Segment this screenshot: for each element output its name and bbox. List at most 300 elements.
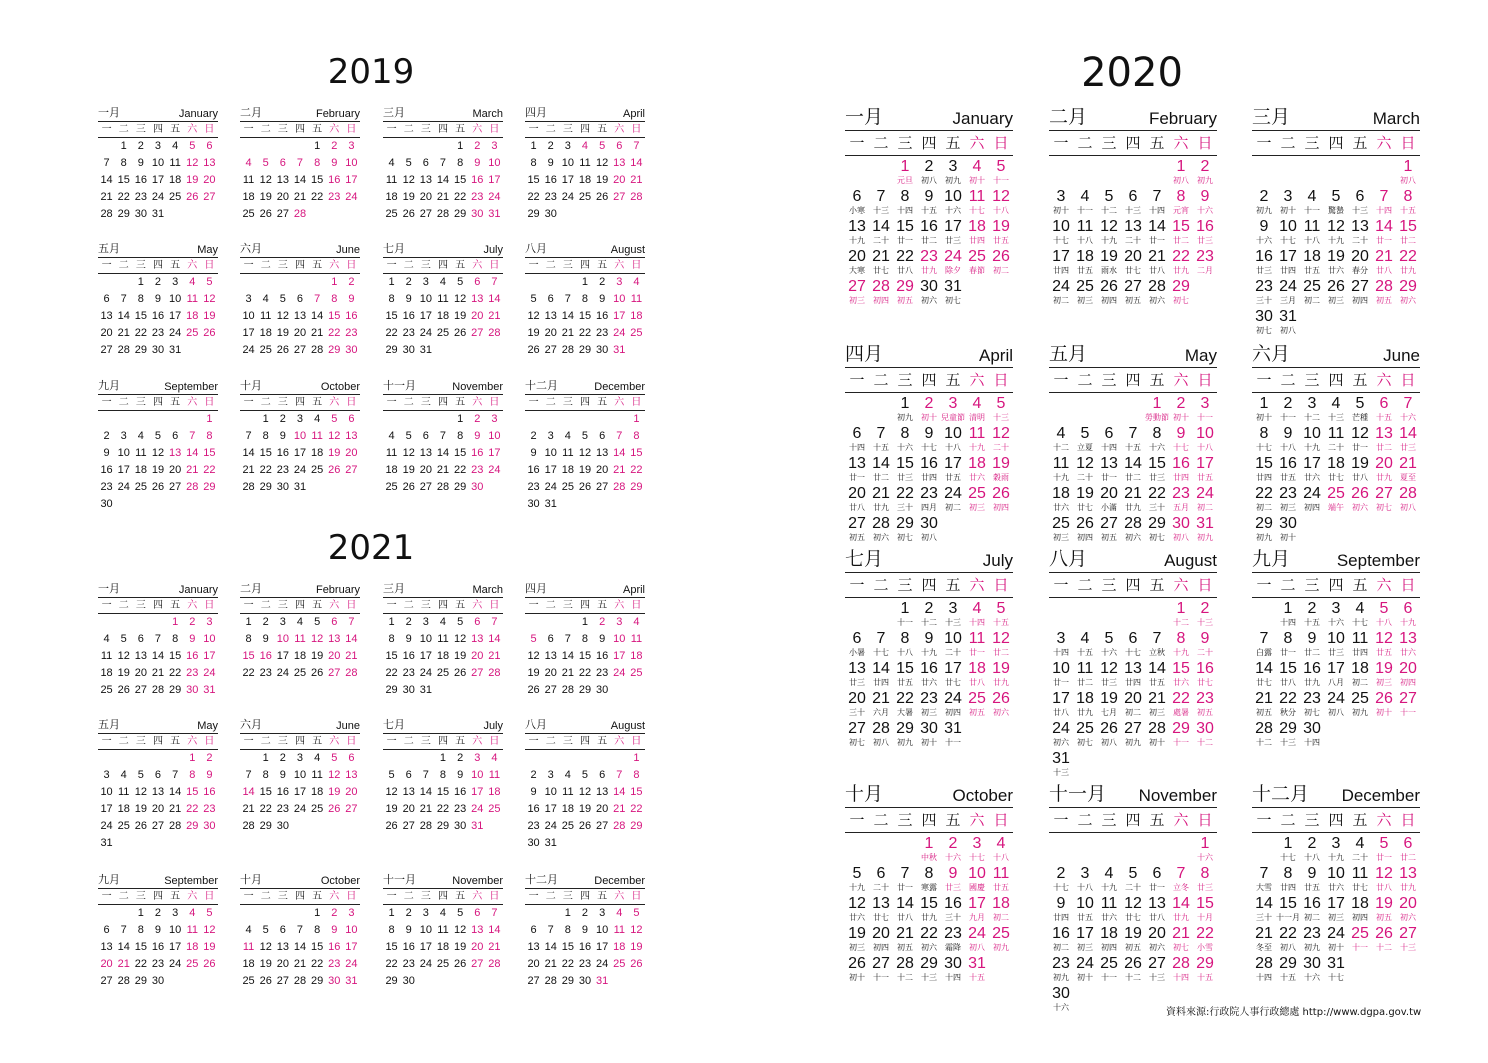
- lunar-label: 廿五: [1304, 883, 1320, 892]
- lunar-label: 初六: [873, 533, 889, 542]
- lunar-label: 初六: [1400, 913, 1416, 922]
- day-cell: 8: [581, 633, 589, 645]
- day-cell: 5: [599, 140, 606, 152]
- day-cell: 11: [613, 924, 625, 936]
- day-number: 7: [876, 630, 886, 647]
- day-cell: [1300, 835, 1324, 865]
- weekday-label: 一: [849, 576, 865, 594]
- day-cell: 7: [564, 633, 571, 645]
- month-header: [845, 545, 1013, 573]
- day-cell: 30: [328, 975, 341, 987]
- day-cell: 10: [561, 157, 574, 169]
- day-cell: 23: [100, 481, 113, 493]
- day-cell: 20: [613, 174, 626, 186]
- day-cell: 3: [348, 907, 355, 919]
- weekday-label: 一: [528, 891, 539, 902]
- day-cell: 13: [276, 174, 289, 186]
- day-grid: [1252, 395, 1420, 545]
- day-cell: 10: [345, 157, 358, 169]
- day-cell: 15: [385, 310, 398, 322]
- day-cell: 21: [293, 191, 307, 203]
- lunar-label: 十九: [1101, 236, 1117, 245]
- day-number: 26: [1327, 278, 1345, 295]
- day-cell: 2: [206, 752, 213, 764]
- weekday-label: 二: [873, 576, 889, 594]
- day-cell: [1348, 218, 1372, 248]
- day-cell: 24: [613, 327, 626, 339]
- day-cell: 31: [419, 684, 432, 696]
- weekday-label: 四: [437, 891, 448, 902]
- day-cell: 14: [630, 157, 643, 169]
- day-cell: [1121, 455, 1145, 485]
- day-number: 14: [1255, 895, 1273, 912]
- day-cell: 20: [345, 786, 358, 798]
- lunar-label: 十二: [1304, 413, 1320, 422]
- day-cell: 14: [242, 786, 255, 798]
- weekday-label: 五: [1149, 371, 1165, 389]
- day-cell: 21: [117, 958, 130, 970]
- lunar-label: 廿一: [1053, 678, 1069, 687]
- day-cell: 19: [402, 191, 415, 203]
- day-grid: [1252, 158, 1420, 338]
- day-cell: 5: [388, 769, 395, 781]
- day-cell: 17: [544, 803, 557, 815]
- day-cell: 9: [530, 447, 537, 459]
- weekday-label: 二: [545, 260, 556, 271]
- day-cell: 12: [454, 633, 467, 645]
- weekday-label: 一: [243, 124, 254, 135]
- month-name-zh: 八月: [525, 242, 547, 255]
- day-number: 10: [1327, 630, 1345, 647]
- day-cell: [1276, 955, 1300, 985]
- weekday-label: 四: [921, 371, 937, 389]
- day-cell: 27: [134, 684, 147, 696]
- lunar-label: 元旦: [897, 176, 913, 185]
- day-cell: 7: [103, 157, 110, 169]
- day-cell: [1276, 188, 1300, 218]
- day-cell: 26: [203, 327, 216, 339]
- day-cell: 17: [544, 464, 557, 476]
- day-number: 20: [848, 485, 866, 502]
- weekday-label: 五: [945, 371, 961, 389]
- day-number: 18: [1327, 455, 1345, 472]
- weekday-label: 四: [579, 260, 590, 271]
- weekday-label: 一: [528, 124, 539, 135]
- day-cell: [845, 425, 869, 455]
- weekday-label: 二: [118, 397, 129, 408]
- day-cell: 29: [436, 820, 450, 832]
- day-cell: [1193, 690, 1217, 720]
- day-number: 4: [1104, 865, 1114, 882]
- day-number: 15: [896, 660, 914, 677]
- weekday-label: 日: [631, 891, 642, 902]
- day-cell: 13: [419, 447, 432, 459]
- day-cell: 4: [439, 276, 447, 288]
- day-cell: [1097, 485, 1121, 515]
- lunar-label: 初四: [1304, 503, 1320, 512]
- day-cell: 11: [186, 293, 198, 305]
- lunar-label: 二十: [945, 648, 961, 657]
- lunar-label: 十六: [945, 853, 961, 862]
- day-cell: 17: [419, 941, 432, 953]
- lunar-label: 廿九: [993, 678, 1009, 687]
- day-cell: 23: [402, 958, 415, 970]
- weekday-label: 日: [993, 811, 1009, 829]
- lunar-label: 三十: [897, 503, 913, 512]
- day-cell: 9: [547, 157, 554, 169]
- day-cell: 27: [328, 667, 341, 679]
- weekday-label: 六: [1173, 134, 1189, 152]
- day-cell: [1193, 188, 1217, 218]
- weekday-label: 五: [312, 891, 323, 902]
- day-cell: 10: [345, 924, 358, 936]
- day-cell: 29: [578, 684, 592, 696]
- lunar-label: 初八: [921, 533, 937, 542]
- month-name-en: May: [197, 720, 218, 732]
- lunar-label: 廿二: [1173, 236, 1189, 245]
- day-cell: [1276, 690, 1300, 720]
- day-number: 15: [920, 895, 938, 912]
- day-number: 8: [924, 865, 934, 882]
- weekday-label: 日: [204, 600, 215, 611]
- day-cell: 7: [491, 276, 498, 288]
- day-number: 29: [1279, 720, 1297, 737]
- lunar-label: 廿六: [1400, 648, 1416, 657]
- lunar-label: 廿三: [1149, 473, 1165, 482]
- day-cell: 20: [151, 803, 165, 815]
- day-cell: 26: [578, 820, 592, 832]
- month-name-en: March: [1372, 109, 1420, 128]
- day-cell: 3: [103, 769, 110, 781]
- month-name-zh: 六月: [240, 718, 262, 731]
- lunar-label: 十五: [1376, 413, 1392, 422]
- month-header: [383, 104, 503, 122]
- day-number: 29: [1196, 955, 1214, 972]
- day-cell: 6: [599, 769, 606, 781]
- day-cell: 9: [279, 430, 286, 442]
- day-cell: 22: [385, 667, 398, 679]
- day-number: 7: [1379, 188, 1389, 205]
- day-cell: 10: [488, 157, 501, 169]
- day-number: 7: [1152, 188, 1162, 205]
- day-cell: [1300, 955, 1324, 985]
- lunar-label: 初七: [945, 296, 961, 305]
- day-cell: 22: [561, 958, 574, 970]
- day-cell: [1121, 188, 1145, 218]
- weekday-label: 六: [187, 600, 198, 611]
- month-header: [240, 240, 360, 258]
- day-number: 2: [1056, 865, 1066, 882]
- weekday-row: [1049, 368, 1217, 393]
- lunar-label: 初四: [1101, 296, 1117, 305]
- day-cell: 14: [117, 941, 130, 953]
- lunar-label: 初五: [897, 943, 913, 952]
- day-number: 12: [1100, 660, 1118, 677]
- day-cell: 23: [454, 803, 467, 815]
- day-number: 28: [1124, 515, 1142, 532]
- month-name-zh: 十月: [240, 873, 262, 886]
- weekday-label: 二: [1077, 811, 1093, 829]
- day-number: 31: [1279, 308, 1297, 325]
- lunar-label: 十七: [873, 648, 889, 657]
- day-cell: 14: [345, 633, 358, 645]
- day-cell: [1252, 955, 1276, 985]
- day-cell: [869, 630, 893, 660]
- lunar-label: 初八: [873, 738, 889, 747]
- day-number: 3: [1080, 865, 1090, 882]
- day-cell: 8: [172, 633, 179, 645]
- day-number: 10: [944, 425, 962, 442]
- day-number: 12: [992, 188, 1010, 205]
- day-cell: 6: [422, 157, 429, 169]
- day-cell: [1169, 720, 1193, 750]
- day-number: 9: [1200, 188, 1210, 205]
- weekday-label: 日: [346, 260, 357, 271]
- day-cell: 9: [348, 293, 355, 305]
- day-cell: 13: [345, 430, 358, 442]
- day-cell: 16: [527, 803, 540, 815]
- day-number: 17: [1327, 895, 1345, 912]
- day-cell: 3: [206, 616, 213, 628]
- day-number: 13: [848, 660, 866, 677]
- month-header: [240, 716, 360, 734]
- day-cell: 22: [186, 803, 199, 815]
- day-cell: 12: [134, 786, 147, 798]
- day-number: 19: [848, 925, 866, 942]
- day-cell: 18: [169, 174, 182, 186]
- weekday-label: 二: [545, 600, 556, 611]
- lunar-label: 廿八: [1149, 266, 1165, 275]
- day-cell: [1396, 455, 1420, 485]
- day-cell: 6: [599, 430, 606, 442]
- day-cell: 17: [151, 174, 165, 186]
- day-cell: 18: [242, 958, 255, 970]
- lunar-label: 十八: [993, 853, 1009, 862]
- day-cell: [1121, 895, 1145, 925]
- day-cell: 6: [405, 769, 412, 781]
- day-cell: [1049, 955, 1073, 985]
- day-cell: [1073, 248, 1097, 278]
- day-cell: 14: [311, 310, 324, 322]
- day-cell: 12: [527, 650, 540, 662]
- day-cell: [1193, 218, 1217, 248]
- day-cell: [1348, 188, 1372, 218]
- day-cell: 19: [527, 327, 540, 339]
- lunar-label: 十六: [1256, 236, 1272, 245]
- weekday-label: 二: [260, 891, 271, 902]
- day-cell: 12: [311, 633, 324, 645]
- lunar-label: 廿六: [969, 473, 985, 482]
- day-cell: 10: [419, 924, 432, 936]
- lunar-label: 十四: [1101, 443, 1117, 452]
- day-number: 8: [1200, 865, 1210, 882]
- lunar-label: 二十: [1077, 473, 1093, 482]
- day-cell: [1193, 660, 1217, 690]
- day-cell: 31: [169, 344, 182, 356]
- day-grid: [98, 905, 218, 990]
- weekday-label: 三: [562, 736, 573, 747]
- day-cell: 18: [259, 327, 272, 339]
- day-cell: [869, 218, 893, 248]
- lunar-label: 勞動節: [1145, 413, 1169, 422]
- day-cell: 16: [345, 310, 358, 322]
- day-cell: 5: [279, 293, 286, 305]
- weekday-label: 三: [1101, 371, 1117, 389]
- day-cell: 19: [454, 650, 467, 662]
- day-cell: 3: [296, 413, 304, 425]
- lunar-label: 十九: [1304, 443, 1320, 452]
- day-cell: 4: [439, 907, 447, 919]
- day-cell: 8: [388, 633, 395, 645]
- weekday-label: 四: [437, 260, 448, 271]
- day-cell: 17: [100, 803, 113, 815]
- day-number: 30: [1303, 955, 1321, 972]
- lunar-label: 廿二: [1077, 678, 1093, 687]
- day-cell: 22: [259, 464, 272, 476]
- day-cell: 9: [581, 924, 589, 936]
- day-number: 18: [1100, 925, 1118, 942]
- month-calendar: [525, 240, 645, 359]
- month-name-en: January: [178, 584, 218, 596]
- lunar-label: 廿七: [1077, 503, 1093, 512]
- day-cell: 4: [633, 616, 640, 628]
- lunar-label: 初三: [1077, 296, 1093, 305]
- weekday-label: 六: [614, 397, 625, 408]
- day-cell: 26: [454, 327, 467, 339]
- day-cell: 25: [169, 191, 182, 203]
- day-cell: 1: [120, 140, 127, 152]
- day-cell: 1: [564, 907, 571, 919]
- month-header: [1049, 780, 1217, 808]
- day-cell: 14: [488, 633, 501, 645]
- weekday-label: 五: [312, 397, 323, 408]
- day-cell: 5: [206, 276, 213, 288]
- lunar-label: 處暑: [1173, 708, 1189, 717]
- day-cell: [1073, 955, 1097, 985]
- day-cell: 17: [293, 786, 307, 798]
- weekday-label: 六: [329, 124, 340, 135]
- lunar-label: 三十: [1149, 503, 1165, 512]
- lunar-label: 初四: [873, 296, 889, 305]
- day-cell: 10: [596, 924, 609, 936]
- day-cell: 13: [203, 157, 216, 169]
- day-cell: 20: [419, 191, 432, 203]
- month-calendar: [525, 716, 645, 852]
- day-cell: 1: [206, 413, 213, 425]
- day-cell: [1396, 218, 1420, 248]
- weekday-label: 一: [386, 397, 397, 408]
- day-grid: [845, 395, 1013, 545]
- day-cell: 11: [385, 447, 398, 459]
- day-cell: [965, 425, 989, 455]
- day-cell: 22: [134, 958, 147, 970]
- day-cell: 19: [454, 941, 467, 953]
- day-cell: 17: [488, 174, 501, 186]
- lunar-label: 十九: [1101, 883, 1117, 892]
- day-cell: 31: [613, 344, 626, 356]
- day-cell: 6: [530, 924, 537, 936]
- day-cell: 8: [457, 430, 464, 442]
- day-cell: 10: [203, 633, 216, 645]
- day-cell: [1372, 660, 1396, 690]
- day-number: 2: [924, 600, 934, 617]
- day-cell: [941, 455, 965, 485]
- day-number: 22: [896, 485, 914, 502]
- weekday-row: [383, 734, 503, 750]
- weekday-label: 四: [579, 891, 590, 902]
- day-cell: 14: [293, 941, 307, 953]
- month-calendar: [1049, 340, 1217, 545]
- day-number: 20: [1351, 248, 1369, 265]
- lunar-label: 冬至: [1256, 943, 1272, 952]
- day-cell: [869, 515, 893, 545]
- day-cell: [1097, 278, 1121, 308]
- day-cell: 10: [488, 430, 501, 442]
- day-cell: 28: [544, 975, 557, 987]
- day-cell: 15: [454, 447, 467, 459]
- month-calendar: [525, 580, 645, 699]
- weekday-label: 五: [455, 260, 466, 271]
- day-number: 9: [1259, 218, 1269, 235]
- lunar-label: 初九: [1256, 206, 1272, 215]
- day-cell: 4: [314, 413, 321, 425]
- day-number: 22: [1399, 248, 1417, 265]
- day-cell: 3: [120, 430, 127, 442]
- lunar-label: 初四: [1077, 533, 1093, 542]
- day-cell: [1252, 248, 1276, 278]
- day-cell: [917, 425, 941, 455]
- lunar-label: 十一: [1352, 943, 1368, 952]
- day-cell: 27: [596, 481, 609, 493]
- day-cell: [1073, 515, 1097, 545]
- day-cell: [1145, 278, 1169, 308]
- weekday-label: 六: [1173, 371, 1189, 389]
- day-number: 31: [1052, 750, 1070, 767]
- lunar-label: 初二: [1053, 943, 1069, 952]
- day-cell: [1372, 188, 1396, 218]
- day-number: 29: [1279, 955, 1297, 972]
- lunar-label: 廿四: [969, 236, 985, 245]
- day-cell: 12: [328, 769, 341, 781]
- weekday-label: 五: [170, 736, 181, 747]
- month-header: [1049, 103, 1217, 131]
- weekday-row: [1049, 573, 1217, 598]
- day-cell: [1252, 720, 1276, 750]
- day-cell: 26: [527, 344, 540, 356]
- weekday-label: 六: [1376, 371, 1392, 389]
- day-cell: [1193, 485, 1217, 515]
- day-cell: 26: [259, 208, 272, 220]
- month-name-en: May: [197, 244, 218, 256]
- day-cell: [917, 835, 941, 865]
- day-number: 28: [1148, 720, 1166, 737]
- day-cell: [1324, 925, 1348, 955]
- day-cell: [917, 925, 941, 955]
- lunar-label: 十七: [969, 206, 985, 215]
- weekday-row: [1252, 573, 1420, 598]
- day-cell: 6: [331, 616, 338, 628]
- day-cell: 13: [100, 310, 113, 322]
- day-cell: [941, 955, 965, 985]
- day-number: 19: [1351, 455, 1369, 472]
- day-cell: 26: [578, 481, 592, 493]
- weekday-label: 二: [1077, 134, 1093, 152]
- day-cell: 3: [474, 752, 481, 764]
- day-cell: [893, 455, 917, 485]
- day-cell: 7: [314, 293, 321, 305]
- day-cell: 23: [471, 464, 484, 476]
- day-cell: [1396, 835, 1420, 865]
